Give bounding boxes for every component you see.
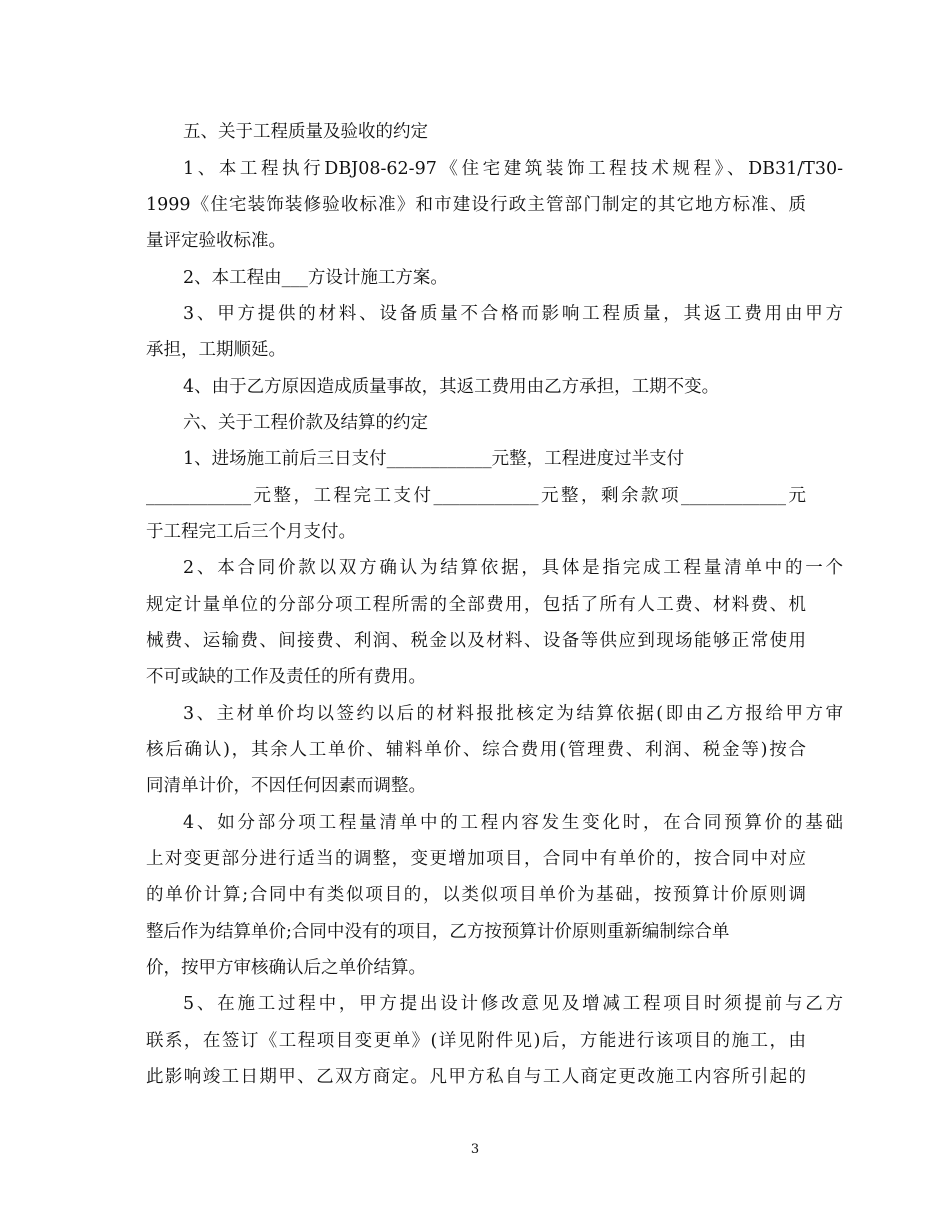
paragraph-line: 械费、运输费、间接费、利润、税金以及材料、设备等供应到现场能够正常使用 <box>146 631 806 651</box>
paragraph-line: 1、进场施工前后三日支付____________元整，工程进度过半支付 <box>183 449 685 469</box>
paragraph-line: 3、主材单价均以签约以后的材料报批核定为结算依据(即由乙方报给甲方审 <box>183 704 843 724</box>
paragraph-line: 整后作为结算单价;合同中没有的项目，乙方按预算计价原则重新编制综合单 <box>146 922 730 942</box>
paragraph-line: ____________元整，工程完工支付____________元整，剩余款项____________元 <box>146 486 806 506</box>
paragraph-line: 核后确认)，其余人工单价、辅料单价、综合费用(管理费、利润、税金等)按合 <box>146 740 806 760</box>
paragraph-line: 不可或缺的工作及责任的所有费用。 <box>146 667 426 687</box>
paragraph-line: 此影响竣工日期甲、乙双方商定。凡甲方私自与工人商定更改施工内容所引起的 <box>146 1067 806 1087</box>
paragraph-line: 规定计量单位的分部分项工程所需的全部费用，包括了所有人工费、材料费、机 <box>146 595 806 615</box>
paragraph-line: 2、本合同价款以双方确认为结算依据，具体是指完成工程量清单中的一个 <box>183 558 843 578</box>
paragraph-line: 1999《住宅装饰装修验收标准》和市建设行政主管部门制定的其它地方标准、质 <box>146 195 806 215</box>
paragraph-line: 量评定验收标准。 <box>146 231 286 251</box>
paragraph-line: 承担，工期顺延。 <box>146 340 286 360</box>
paragraph-line: 联系，在签订《工程项目变更单》(详见附件见)后，方能进行该项目的施工，由 <box>146 1031 806 1051</box>
section-heading-6: 六、关于工程价款及结算的约定 <box>183 413 428 433</box>
paragraph-line: 的单价计算;合同中有类似项目的，以类似项目单价为基础，按预算计价原则调 <box>146 885 806 905</box>
page-number: 3 <box>470 1142 480 1157</box>
paragraph-line: 于工程完工后三个月支付。 <box>146 522 356 542</box>
paragraph-line: 5、在施工过程中，甲方提出设计修改意见及增减工程项目时须提前与乙方 <box>183 994 843 1014</box>
paragraph-line: 上对变更部分进行适当的调整，变更增加项目，合同中有单价的，按合同中对应 <box>146 849 806 869</box>
paragraph-line: 同清单计价，不因任何因素而调整。 <box>146 776 426 796</box>
paragraph-line: 4、由于乙方原因造成质量事故，其返工费用由乙方承担，工期不变。 <box>183 377 720 397</box>
paragraph-line: 4、如分部分项工程量清单中的工程内容发生变化时，在合同预算价的基础 <box>183 813 843 833</box>
paragraph-line: 1、本工程执行DBJ08-62-97《住宅建筑装饰工程技术规程》、DB31/T30- <box>183 159 843 179</box>
section-heading-5: 五、关于工程质量及验收的约定 <box>183 122 428 142</box>
paragraph-line: 价，按甲方审核确认后之单价结算。 <box>146 958 426 978</box>
paragraph-line: 2、本工程由___方设计施工方案。 <box>183 268 448 288</box>
paragraph-line: 3、甲方提供的材料、设备质量不合格而影响工程质量，其返工费用由甲方 <box>183 304 843 324</box>
